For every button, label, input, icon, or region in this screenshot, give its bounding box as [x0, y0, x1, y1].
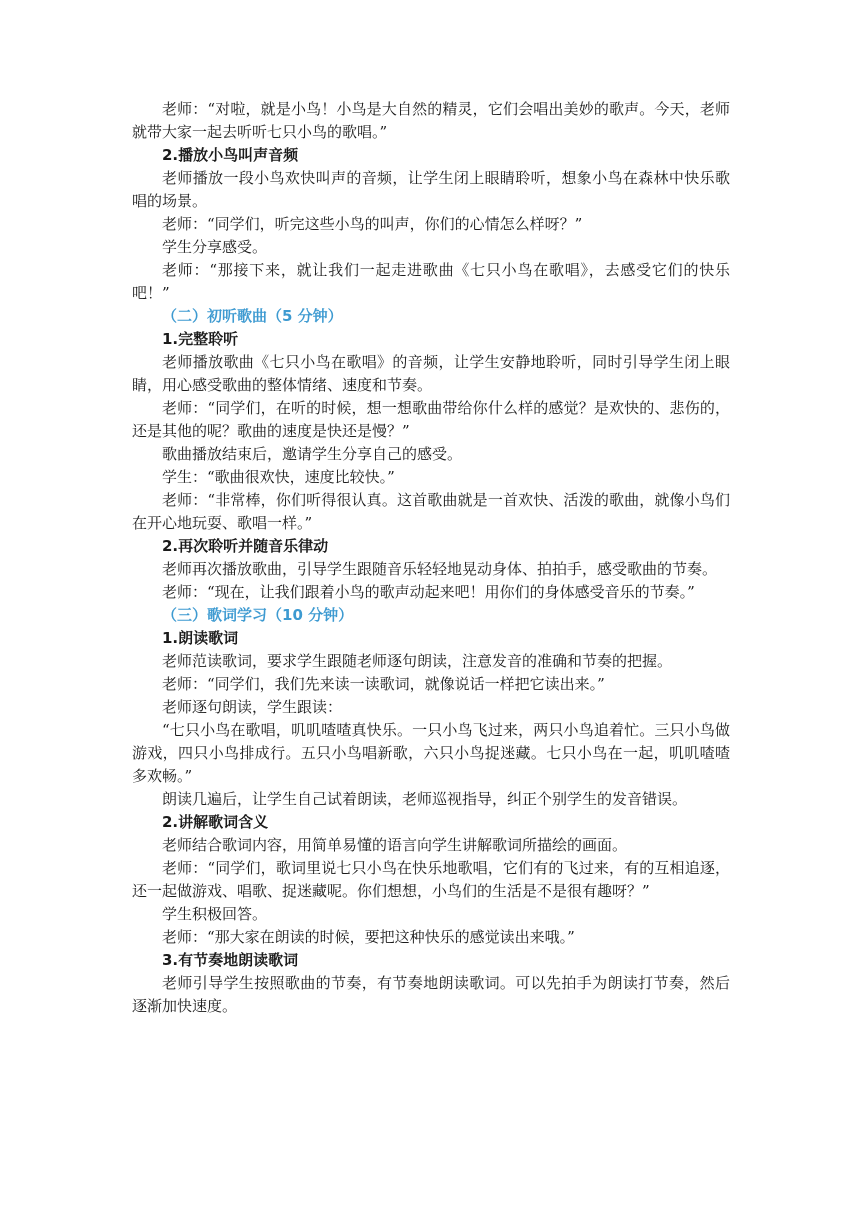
subheading: 2.播放小鸟叫声音频 — [162, 146, 299, 164]
paragraph: 学生：“歌曲很欢快，速度比较快。” — [162, 468, 395, 486]
paragraph: 老师逐句朗读，学生跟读： — [162, 698, 343, 716]
paragraph: 老师再次播放歌曲，引导学生跟随音乐轻轻地晃动身体、拍拍手，感受歌曲的节奏。 — [162, 560, 718, 578]
paragraph: 老师播放歌曲《七只小鸟在歌唱》的音频，让学生安静地聆听，同时引导学生闭上眼睛，用心感受歌曲的整体情绪、速度和节奏。 — [132, 353, 730, 394]
section-heading: （二）初听歌曲（5 分钟） — [162, 307, 343, 325]
paragraph: 学生分享感受。 — [162, 238, 268, 256]
paragraph: 老师结合歌词内容，用简单易懂的语言向学生讲解歌词所描绘的画面。 — [162, 836, 628, 854]
subheading: 2.再次聆听并随音乐律动 — [162, 537, 329, 555]
document-page — [132, 98, 730, 1018]
paragraph: 老师：“同学们，歌词里说七只小鸟在快乐地歌唱，它们有的飞过来，有的互相追逐，还一起做游戏、唱歌、捉迷藏呢。你们想想，小鸟们的生活是不是很有趣呀？” — [132, 859, 730, 900]
paragraph: 老师播放一段小鸟欢快叫声的音频，让学生闭上眼睛聆听，想象小鸟在森林中快乐歌唱的场景。 — [132, 169, 730, 210]
paragraph: 老师：“同学们，我们先来读一读歌词，就像说话一样把它读出来。” — [162, 675, 605, 693]
paragraph: 老师：“同学们，听完这些小鸟的叫声，你们的心情怎么样呀？” — [162, 215, 583, 233]
paragraph: 老师：“那大家在朗读的时候，要把这种快乐的感觉读出来哦。” — [162, 928, 575, 946]
paragraph: 老师范读歌词，要求学生跟随老师逐句朗读，注意发音的准确和节奏的把握。 — [162, 652, 673, 670]
subheading: 2.讲解歌词含义 — [162, 813, 269, 831]
paragraph: 老师：“那接下来，就让我们一起走进歌曲《七只小鸟在歌唱》，去感受它们的快乐吧！” — [132, 261, 730, 302]
paragraph: 歌曲播放结束后，邀请学生分享自己的感受。 — [162, 445, 463, 463]
lyrics-paragraph: “七只小鸟在歌唱，叽叽喳喳真快乐。一只小鸟飞过来，两只小鸟追着忙。三只小鸟做游戏，四只小鸟排成行。五只小鸟唱新歌，六只小鸟捉迷藏。七只小鸟在一起，叽叽喳喳多欢畅。” — [132, 721, 730, 785]
subheading: 1.朗读歌词 — [162, 629, 239, 647]
subheading: 1.完整聆听 — [162, 330, 239, 348]
paragraph: 老师：“对啦，就是小鸟！小鸟是大自然的精灵，它们会唱出美妙的歌声。今天，老师就带大家一起去听听七只小鸟的歌唱。” — [132, 100, 730, 141]
paragraph: 老师引导学生按照歌曲的节奏，有节奏地朗读歌词。可以先拍手为朗读打节奏，然后逐渐加快速度。 — [132, 974, 730, 1015]
paragraph: 老师：“同学们，在听的时候，想一想歌曲带给你什么样的感觉？是欢快的、悲伤的，还是其他的呢？歌曲的速度是快还是慢？” — [132, 399, 730, 440]
subheading: 3.有节奏地朗读歌词 — [162, 951, 299, 969]
paragraph: 老师：“现在，让我们跟着小鸟的歌声动起来吧！用你们的身体感受音乐的节奏。” — [162, 583, 695, 601]
section-heading: （三）歌词学习（10 分钟） — [162, 606, 354, 624]
paragraph: 朗读几遍后，让学生自己试着朗读，老师巡视指导，纠正个别学生的发音错误。 — [162, 790, 688, 808]
paragraph: 学生积极回答。 — [162, 905, 268, 923]
paragraph: 老师：“非常棒，你们听得很认真。这首歌曲就是一首欢快、活泼的歌曲，就像小鸟们在开心地玩耍、歌唱一样。” — [132, 491, 730, 532]
